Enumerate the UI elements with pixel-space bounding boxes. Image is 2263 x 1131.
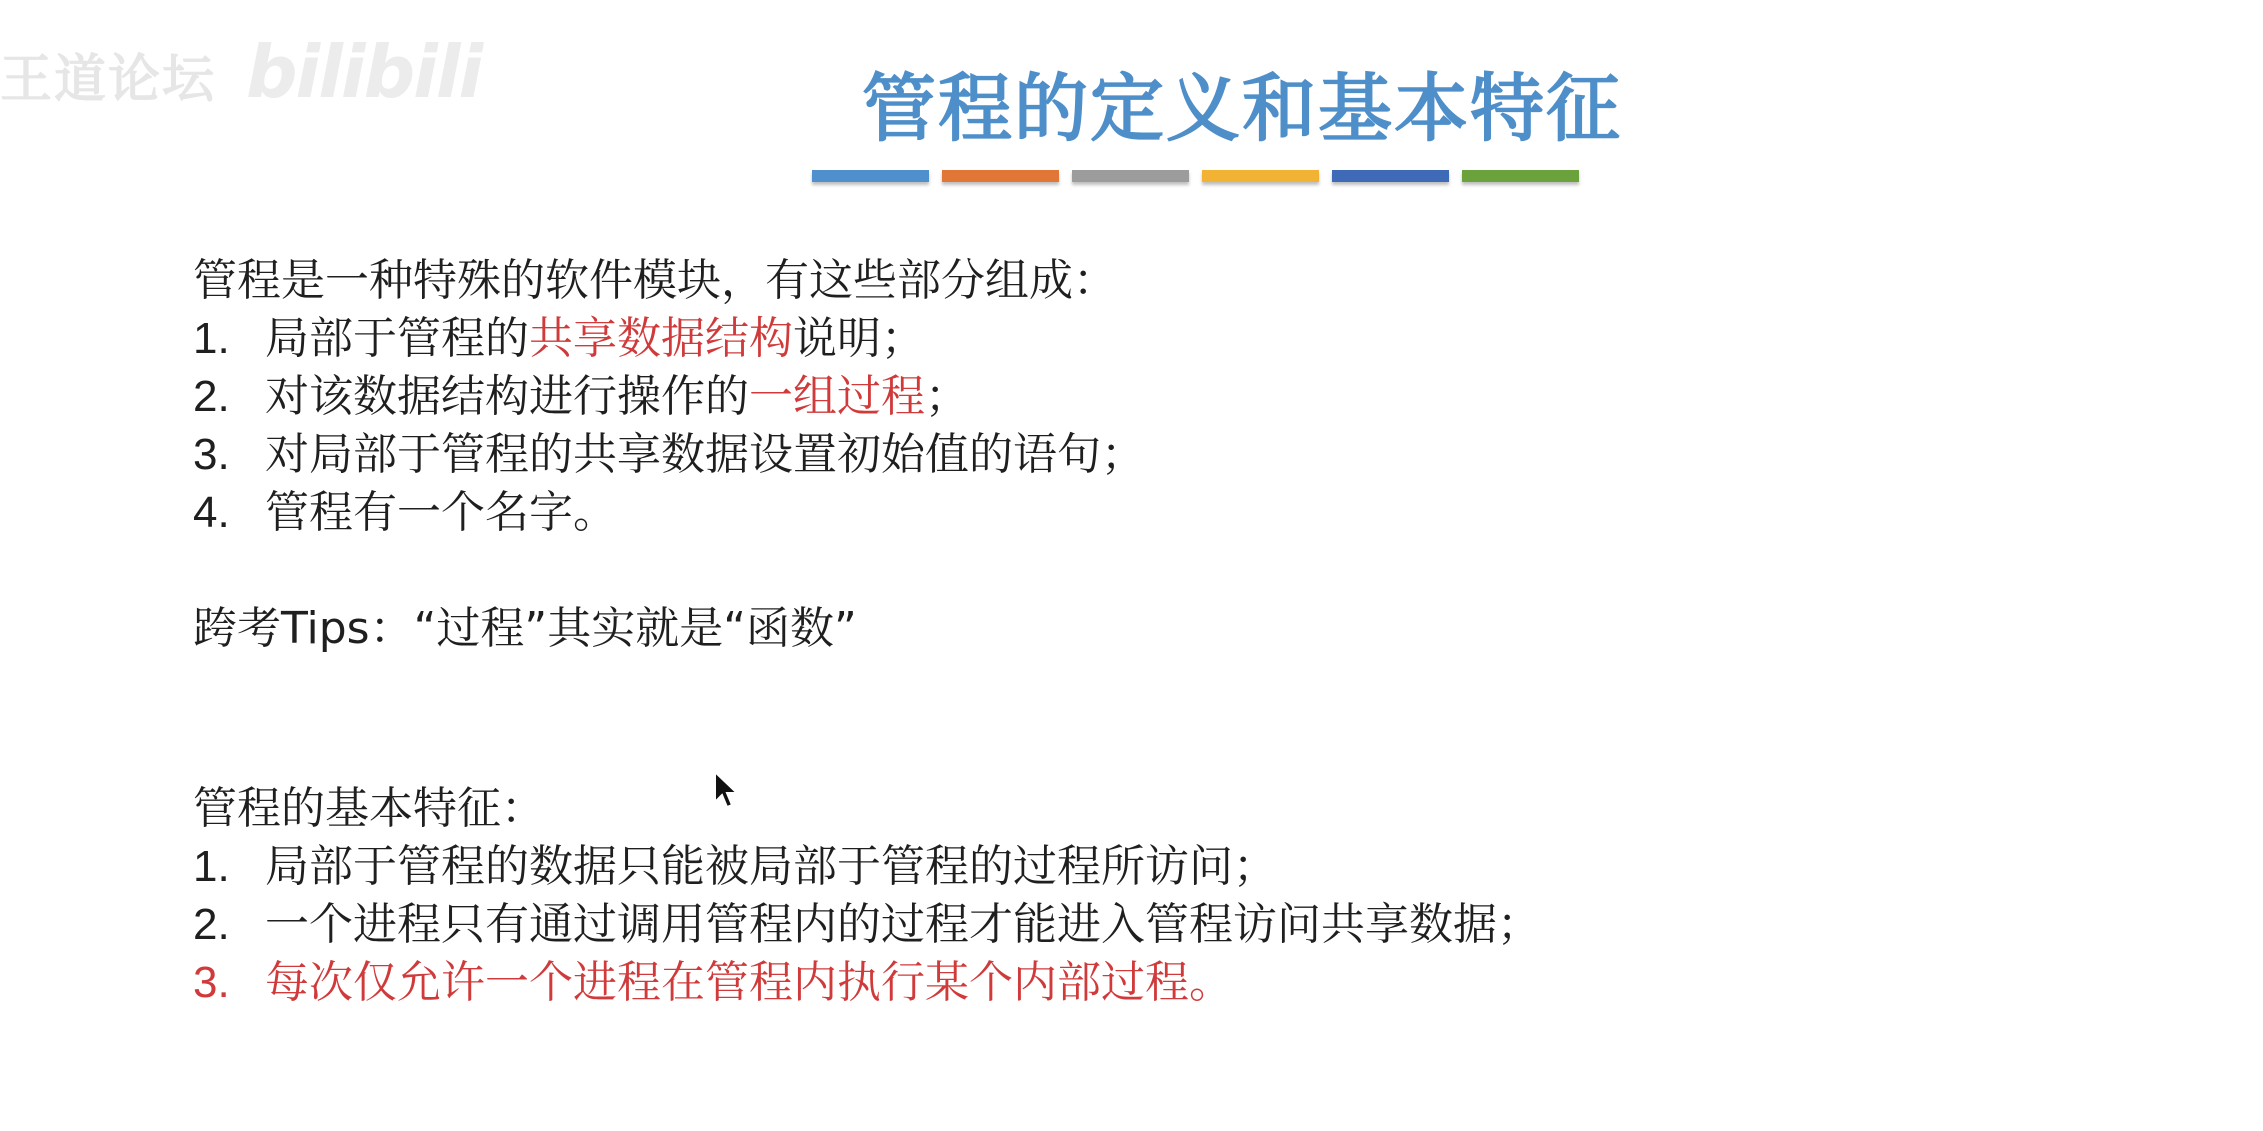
item-number: 1.: [193, 842, 230, 891]
item-number: 2.: [193, 372, 230, 421]
item-number: 3.: [193, 430, 230, 479]
decorative-color-bars: [812, 170, 1579, 182]
item-number: 3.: [193, 958, 230, 1007]
color-bar-blue: [812, 170, 929, 182]
slide-title: 管程的定义和基本特征: [862, 66, 1622, 152]
item-text: 对局部于管程的共享数据设置初始值的语句；: [265, 429, 1145, 480]
spacer: [193, 542, 1541, 600]
definition-item: [193, 426, 1541, 484]
color-bar-orange: [942, 170, 1059, 182]
definition-item: [193, 484, 1541, 542]
definition-item: [193, 368, 1541, 426]
item-text: 一个进程只有通过调用管程内的过程才能进入管程访问共享数据；: [265, 899, 1541, 950]
color-bar-dark-blue: [1332, 170, 1449, 182]
color-bar-yellow: [1202, 170, 1319, 182]
item-text-highlight: 一组过程: [749, 371, 925, 422]
spacer: [193, 658, 1541, 780]
feature-item-highlight: [193, 954, 1541, 1012]
watermark-text: 王道论坛: [0, 50, 217, 110]
item-number: 1.: [193, 314, 230, 363]
item-text: [265, 310, 925, 368]
tips-text: 跨考Tips：“过程”其实就是“函数”: [193, 603, 857, 654]
item-text-plain: 局部于管程的: [265, 313, 529, 364]
item-text: [265, 368, 969, 426]
slide-content: [193, 252, 1541, 1012]
item-text: 管程有一个名字。: [265, 487, 617, 538]
item-text-plain: 说明；: [793, 313, 925, 364]
item-text-plain: ；: [925, 371, 969, 422]
color-bar-gray: [1072, 170, 1189, 182]
bilibili-logo: bilibili: [246, 30, 482, 114]
watermark: [0, 30, 481, 114]
item-text: 局部于管程的数据只能被局部于管程的过程所访问；: [265, 841, 1277, 892]
definition-intro: 管程是一种特殊的软件模块，有这些部分组成：: [193, 255, 1117, 306]
item-text-highlight: 共享数据结构: [529, 313, 793, 364]
features-intro: 管程的基本特征：: [193, 783, 545, 834]
item-text: 每次仅允许一个进程在管程内执行某个内部过程。: [265, 957, 1233, 1008]
feature-item: [193, 896, 1541, 954]
mouse-cursor-icon: [713, 770, 741, 810]
item-number: 4.: [193, 488, 230, 537]
feature-item: [193, 838, 1541, 896]
item-number: 2.: [193, 900, 230, 949]
definition-item: [193, 310, 1541, 368]
item-text-plain: 对该数据结构进行操作的: [265, 371, 749, 422]
color-bar-green: [1462, 170, 1579, 182]
